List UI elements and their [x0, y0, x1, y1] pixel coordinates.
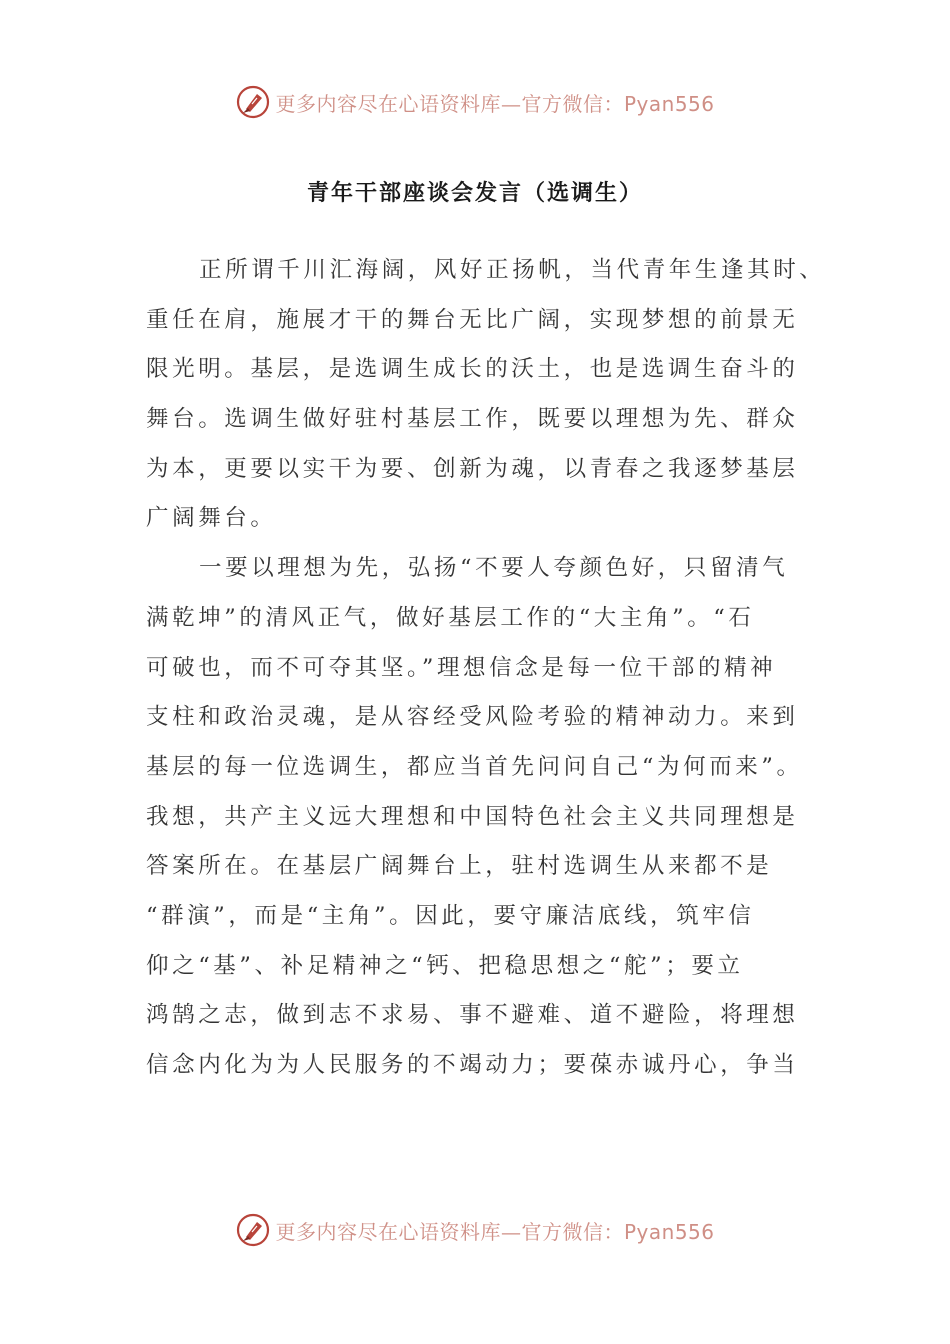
text-line: 可破也，而不可夺其坚。”理想信念是每一位干部的精神	[146, 654, 777, 681]
text-line: 基层的每一位选调生，都应当首先问问自己“为何而来”。	[146, 753, 803, 780]
text-line: 重任在肩，施展才干的舞台无比广阔，实现梦想的前景无	[146, 306, 799, 333]
pen-nib-logo-icon	[235, 84, 271, 120]
footer-banner	[0, 1208, 950, 1252]
document-body	[146, 246, 826, 1091]
text-line: 鸿鹄之志，做到志不求易、事不避难、道不避险，将理想	[146, 1002, 799, 1029]
header-banner	[0, 80, 950, 124]
text-line: 一要以理想为先，弘扬“不要人夸颜色好，只留清气	[199, 555, 789, 582]
text-line: 为本，更要以实干为要、创新为魂，以青春之我逐梦基层	[146, 455, 799, 482]
text-line: 限光明。基层，是选调生成长的沃土，也是选调生奋斗的	[146, 356, 799, 383]
text-line: 正所谓千川汇海阔，风好正扬帆，当代青年生逢其时、	[199, 257, 826, 283]
text-line: 满乾坤”的清风正气，做好基层工作的“大主角”。“石	[146, 604, 755, 631]
text-line: 我想，共产主义远大理想和中国特色社会主义共同理想是	[146, 803, 799, 830]
document-title: 青年干部座谈会发言（选调生）	[306, 181, 643, 206]
banner-text: 更多内容尽在心语资料库—官方微信：	[275, 91, 624, 116]
text-line: 支柱和政治灵魂，是从容经受风险考验的精神动力。来到	[146, 704, 799, 731]
text-line: “群演”，而是“主角”。因此，要守廉洁底线，筑牢信	[146, 902, 755, 929]
text-line: 信念内化为为人民服务的不竭动力；要葆赤诚丹心，争当	[146, 1052, 799, 1078]
wechat-id: Pyan556	[623, 1219, 715, 1244]
text-line: 广阔舞台。	[146, 505, 277, 532]
text-line: 舞台。选调生做好驻村基层工作，既要以理想为先、群众	[146, 406, 799, 433]
text-line: 仰之“基”、补足精神之“钙、把稳思想之“舵”；要立	[146, 952, 744, 979]
wechat-id: Pyan556	[623, 91, 715, 116]
text-line: 答案所在。在基层广阔舞台上，驻村选调生从来都不是	[146, 853, 773, 880]
pen-nib-logo-icon	[235, 1212, 271, 1248]
banner-text: 更多内容尽在心语资料库—官方微信：	[275, 1219, 624, 1244]
